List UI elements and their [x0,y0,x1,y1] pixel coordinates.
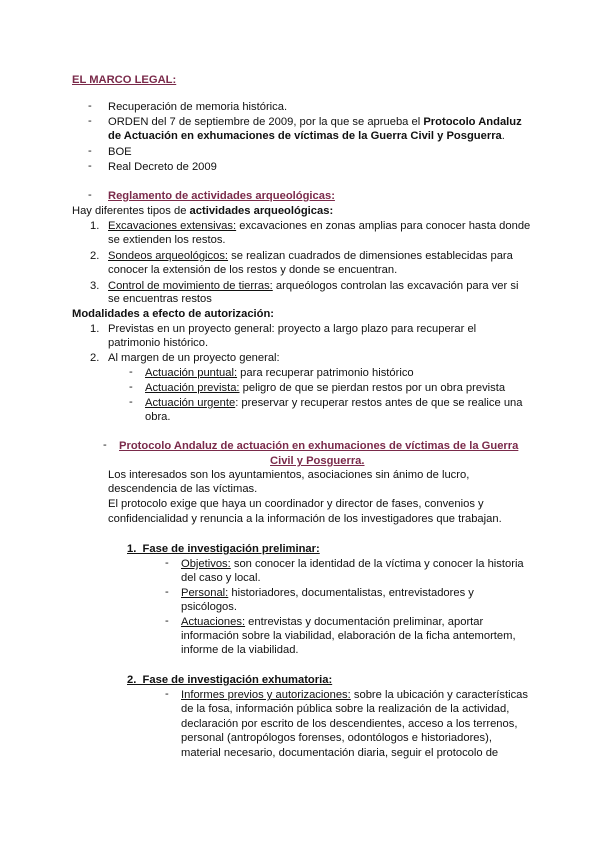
sub-list-item-continuation: psicólogos. [181,601,237,613]
list-item: Excavaciones extensivas: excavaciones en zonas amplias para conocer hasta donde [108,220,531,232]
sub-list-item-continuation: personal (antropólogos forenses, odontólogos e historiadores), [181,732,492,744]
bullet-dash: - [88,100,92,112]
sub-list-item-continuation: material necesario, documentación diaria, seguir el protocolo de [181,747,499,759]
fase1-heading: 1. Fase de investigación preliminar: [127,543,320,555]
list-item-continuation: se encuentras restos [108,293,212,305]
item-number: 1. [90,323,100,335]
sub-list-item-continuation: obra. [145,411,171,423]
sub-list-item: Personal: historiadores, documentalistas, entrevistadores y [181,587,474,599]
bullet-dash: - [88,189,92,201]
bullet-dash: - [88,160,92,172]
sub-list-item: Actuación puntual: para recuperar patrimonio histórico [145,367,414,379]
sub-list-item-continuation: informe de la viabilidad. [181,644,299,656]
list-item: Recuperación de memoria histórica. [108,101,288,113]
bullet-dash: - [88,145,92,157]
paragraph: Los interesados son los ayuntamientos, asociaciones sin ánimo de lucro, [108,469,470,481]
bullet-dash: - [165,615,169,627]
section-heading-protocolo-cont: Civil y Posguerra. [270,455,365,467]
list-item-continuation: se extienden los restos. [108,234,226,246]
item-number: 2. [90,250,100,262]
item-number: 3. [90,280,100,292]
sub-list-item-continuation: información sobre la viabilidad, elaboración de la ficha antemortem, [181,630,516,642]
bullet-dash: - [165,557,169,569]
bullet-dash: - [129,366,133,378]
section-heading-reglamento: Reglamento de actividades arqueológicas: [108,190,335,202]
bullet-dash: - [129,396,133,408]
sub-list-item-continuation: declaración por escrito de los descendientes, acceso a los terrenos, [181,718,518,730]
paragraph: El protocolo exige que haya un coordinador y director de fases, convenios y [108,498,484,510]
list-item-continuation: patrimonio histórico. [108,337,209,349]
intro-text: Hay diferentes tipos de actividades arqueológicas: [72,205,334,217]
sub-list-item: Objetivos: son conocer la identidad de la víctima y conocer la historia [181,558,524,570]
sub-list-item: Informes previos y autorizaciones: sobre la ubicación y características [181,689,528,701]
paragraph: confidencialidad y renuncia a la información de los investigadores que trabajan. [108,513,502,525]
bullet-dash: - [88,115,92,127]
list-item: Previstas en un proyecto general: proyecto a largo plazo para recuperar el [108,323,477,335]
list-item: Control de movimiento de tierras: arqueólogos controlan las excavación para ver si [108,280,519,292]
list-item: Real Decreto de 2009 [108,161,217,173]
sub-list-item: Actuaciones: entrevistas y documentación preliminar, aportar [181,616,484,628]
sub-list-item-continuation: de la fosa, información pública sobre la realización de la actividad, [181,703,510,715]
section-heading-protocolo: Protocolo Andaluz de actuación en exhumaciones de víctimas de la Guerra [119,440,519,452]
sub-list-item: Actuación prevista: peligro de que se pierdan restos por un obra prevista [145,382,506,394]
bullet-dash: - [103,439,107,451]
item-number: 2. [90,352,100,364]
list-item: BOE [108,146,132,158]
list-item-continuation: de Actuación en exhumaciones de víctimas de la Guerra Civil y Posguerra. [108,130,505,142]
bullet-dash: - [165,586,169,598]
list-item: Sondeos arqueológicos: se realizan cuadrados de dimensiones establecidas para [108,250,513,262]
modalidades-heading: Modalidades a efecto de autorización: [72,308,275,320]
item-number: 1. [90,220,100,232]
bullet-dash: - [129,381,133,393]
sub-list-item: Actuación urgente: preservar y recuperar restos antes de que se realice una [145,397,523,409]
fase2-heading: 2. Fase de investigación exhumatoria: [127,674,333,686]
list-item: ORDEN del 7 de septiembre de 2009, por la que se aprueba el Protocolo Andaluz [108,116,522,128]
page-title: EL MARCO LEGAL: [72,74,177,86]
list-item-continuation: conocer la extensión de los restos y donde se encuentran. [108,264,398,276]
bullet-dash: - [165,688,169,700]
list-item: Al margen de un proyecto general: [108,352,280,364]
sub-list-item-continuation: del caso y local. [181,572,261,584]
paragraph: descendencia de las víctimas. [108,483,258,495]
